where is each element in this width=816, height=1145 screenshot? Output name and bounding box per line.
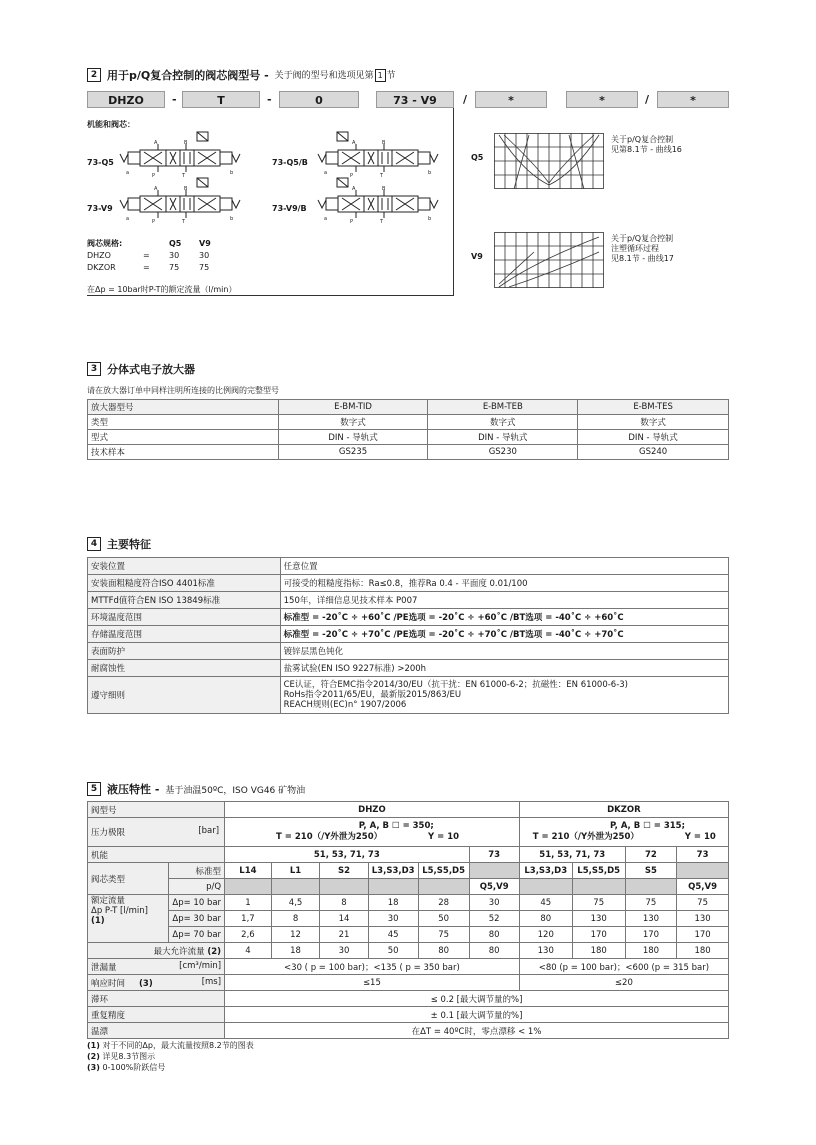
row-header: 放大器型号 <box>88 400 279 415</box>
table-cell: 170 <box>677 927 729 943</box>
table-cell: 73 <box>469 847 519 863</box>
table-cell: 18 <box>368 895 418 911</box>
svg-text:A: A <box>352 140 356 146</box>
table-cell <box>469 863 519 879</box>
table-row <box>88 575 729 592</box>
svg-text:T: T <box>182 173 186 178</box>
row-header: 安装面粗糙度符合ISO 4401标准 <box>88 575 281 592</box>
box-icon <box>196 177 210 189</box>
table-cell: 52 <box>469 911 519 927</box>
table-cell: 4,5 <box>271 895 319 911</box>
section-number: 4 <box>87 537 101 551</box>
row-header: 额定流量 Δp P-T [l/min] (1) <box>88 895 169 943</box>
row-header: 技术样本 <box>88 445 279 460</box>
table-row <box>88 802 729 818</box>
valve-symbol-73-v9 <box>118 186 243 224</box>
table-cell <box>368 879 418 895</box>
footnote: (2) 详见8.3节图示 <box>87 1052 156 1061</box>
table-cell: 51, 53, 71, 73 <box>225 847 470 863</box>
spool-size-row-dkzor: DKZOR = 75 75 <box>87 263 210 272</box>
section-subtitle: 关于阀的型号和选项见第 1 节 <box>274 71 396 81</box>
table-row <box>88 895 729 911</box>
table-cell: 130 <box>519 943 572 959</box>
table-cell: 14 <box>320 911 368 927</box>
code-separator: / <box>463 93 468 106</box>
table-row <box>88 445 729 460</box>
table-cell: L1 <box>271 863 319 879</box>
row-header: 阀芯类型 <box>88 863 169 895</box>
svg-text:b: b <box>428 216 432 222</box>
row-header: 温漂 <box>88 1023 225 1039</box>
section-heading: 分体式电子放大器 <box>107 363 195 376</box>
table-cell: 1,7 <box>225 911 272 927</box>
flow-note: 在Δp = 10bar时P-T的额定流量（l/min） <box>87 285 237 294</box>
svg-text:B: B <box>382 186 386 192</box>
svg-text:b: b <box>230 216 234 222</box>
section-heading: 液压特性 - <box>107 783 160 796</box>
row-subheader: Δp= 30 bar <box>169 911 225 927</box>
graph-v9-note: 关于p/Q复合控制 注塑循环过程 见8.1节 - 曲线17 <box>611 234 674 263</box>
table-row <box>88 975 729 991</box>
table-cell: ≤ 0.2 [最大调节量的%] <box>225 991 729 1007</box>
table-cell: 130 <box>677 911 729 927</box>
table-cell: GS235 <box>278 445 428 460</box>
table-cell: 75 <box>677 895 729 911</box>
row-header: 耐腐蚀性 <box>88 660 281 677</box>
table-cell: 4 <box>225 943 272 959</box>
table-cell <box>320 879 368 895</box>
row-header: 安装位置 <box>88 558 281 575</box>
row-subheader: 标准型 <box>169 863 225 879</box>
table-cell <box>572 879 625 895</box>
section-subtitle: 基于油温50ºC，ISO VG46 矿物油 <box>165 785 306 796</box>
spool-size-row-dhzo: DHZO = 30 30 <box>87 251 210 260</box>
box-icon <box>336 177 350 189</box>
code-separator: / <box>645 93 650 106</box>
table-cell: 150年，详细信息见技术样本 P007 <box>280 592 728 609</box>
table-cell: 80 <box>418 943 469 959</box>
table-row <box>88 818 729 847</box>
row-header: 阀型号 <box>88 802 225 818</box>
table-cell: 120 <box>519 927 572 943</box>
code-separator: - <box>172 93 177 106</box>
table-cell: 80 <box>519 911 572 927</box>
table-cell: S2 <box>320 863 368 879</box>
table-cell: 标准型 = -20˚C ÷ +70˚C /PE选项 = -20˚C ÷ +70˚C /BT选项 = -40˚C ÷ +70˚C <box>280 626 728 643</box>
table-cell <box>271 879 319 895</box>
table-cell: E-BM-TEB <box>428 400 578 415</box>
table-cell: 12 <box>271 927 319 943</box>
row-header: 滞环 <box>88 991 225 1007</box>
table-row <box>88 430 729 445</box>
code-box-zero: 0 <box>279 91 359 108</box>
table-cell: 可接受的粗糙度指标：Ra≤0.8，推荐Ra 0.4 - 平面度 0.01/100 <box>280 575 728 592</box>
code-box-spool: 73 - V9 <box>376 91 454 108</box>
code-separator: - <box>267 93 272 106</box>
table-cell: 30 <box>320 943 368 959</box>
table-row <box>88 415 729 430</box>
table-row <box>88 400 729 415</box>
table-cell: 8 <box>271 911 319 927</box>
table-cell: L3,S3,D3 <box>519 863 572 879</box>
row-header: 环境温度范围 <box>88 609 281 626</box>
table-cell: 标准型 = -20˚C ÷ +60˚C /PE选项 = -20˚C ÷ +60˚C /BT选项 = -40˚C ÷ +60˚C <box>280 609 728 626</box>
table-cell <box>519 879 572 895</box>
table-cell: L5,S5,D5 <box>572 863 625 879</box>
table-cell: 45 <box>368 927 418 943</box>
table-cell <box>677 863 729 879</box>
table-cell: 75 <box>572 895 625 911</box>
svg-text:P: P <box>152 173 156 178</box>
svg-text:A: A <box>154 186 158 192</box>
table-row <box>88 991 729 1007</box>
row-header: 表面防护 <box>88 643 281 660</box>
svg-text:T: T <box>182 219 186 224</box>
footnote: (3) 0-100%阶跃信号 <box>87 1063 166 1072</box>
section-4-title <box>87 536 151 552</box>
table-cell: 8 <box>320 895 368 911</box>
section-5-title <box>87 781 305 797</box>
table-cell: 180 <box>677 943 729 959</box>
section-number: 3 <box>87 362 101 376</box>
table-cell: DIN - 导轨式 <box>278 430 428 445</box>
table-cell: 170 <box>625 927 677 943</box>
table-cell: 45 <box>519 895 572 911</box>
table-cell: 130 <box>625 911 677 927</box>
section-number: 5 <box>87 782 101 796</box>
section-heading: 用于p/Q复合控制的阀芯阀型号 - <box>107 69 269 82</box>
svg-text:A: A <box>352 186 356 192</box>
table-cell: <30 ( p = 100 bar)；<135 ( p = 350 bar) <box>225 959 520 975</box>
table-cell: L3,S3,D3 <box>368 863 418 879</box>
table-cell: 30 <box>368 911 418 927</box>
table-cell: ≤20 <box>519 975 728 991</box>
table-row <box>88 643 729 660</box>
section-3-title <box>87 361 195 377</box>
table-row <box>88 879 729 895</box>
table-cell: E-BM-TES <box>578 400 729 415</box>
table-cell <box>625 879 677 895</box>
table-cell: 数字式 <box>278 415 428 430</box>
table-cell: 180 <box>625 943 677 959</box>
row-subheader: Δp= 70 bar <box>169 927 225 943</box>
graph-q5-note: 关于p/Q复合控制 见第8.1节 - 曲线16 <box>611 135 682 154</box>
table-cell: 75 <box>625 895 677 911</box>
table-row <box>88 927 729 943</box>
row-header: 最大允许流量 (2) <box>88 943 225 959</box>
svg-text:T: T <box>380 173 384 178</box>
row-header: 遵守细则 <box>88 677 281 714</box>
code-box-model: DHZO <box>87 91 165 108</box>
graph-v9-label: V9 <box>471 252 483 261</box>
hydraulic-table <box>87 801 729 1039</box>
table-row <box>88 1023 729 1039</box>
table-cell: 盐雾试验(EN ISO 9227标准) >200h <box>280 660 728 677</box>
table-cell: 75 <box>418 927 469 943</box>
table-cell: 任意位置 <box>280 558 728 575</box>
valve-symbol-73-v9b <box>316 186 441 224</box>
svg-text:b: b <box>230 170 234 176</box>
svg-text:P: P <box>152 219 156 224</box>
table-row <box>88 626 729 643</box>
row-header: 存储温度范围 <box>88 626 281 643</box>
svg-text:B: B <box>184 140 188 146</box>
table-cell: 1 <box>225 895 272 911</box>
section-2-title <box>87 67 396 83</box>
row-header: 型式 <box>88 430 279 445</box>
table-cell: 数字式 <box>578 415 729 430</box>
amplifier-table <box>87 399 729 460</box>
table-row <box>88 959 729 975</box>
amplifier-note: 请在放大器订单中同样注明所连接的比例阀的完整型号 <box>87 386 279 395</box>
spool-size-block: 阀芯规格: Q5 V9 DHZO = 30 30 DKZOR = 75 75 <box>87 238 227 274</box>
svg-text:A: A <box>154 140 158 146</box>
table-cell: P, A, B ☐ = 315; T = 210（/Y外泄为250） Y = 10 <box>519 818 728 847</box>
row-header: 重复精度 <box>88 1007 225 1023</box>
row-subheader: Δp= 10 bar <box>169 895 225 911</box>
table-cell: 80 <box>469 927 519 943</box>
table-cell: DHZO <box>225 802 520 818</box>
table-cell: 73 <box>677 847 729 863</box>
table-cell: 180 <box>572 943 625 959</box>
table-cell: 51, 53, 71, 73 <box>519 847 625 863</box>
spool-frame-top <box>87 108 454 109</box>
svg-text:T: T <box>380 219 384 224</box>
svg-text:a: a <box>324 170 328 176</box>
table-cell: 50 <box>418 911 469 927</box>
table-cell: 170 <box>572 927 625 943</box>
spool-label-73-v9: 73-V9 <box>87 204 113 213</box>
table-cell: Q5,V9 <box>469 879 519 895</box>
table-row <box>88 863 729 879</box>
code-box-t: T <box>182 91 260 108</box>
table-cell: 80 <box>469 943 519 959</box>
spool-label-73-q5b: 73-Q5/B <box>272 158 308 167</box>
table-cell: ± 0.1 [最大调节量的%] <box>225 1007 729 1023</box>
row-subheader: p/Q <box>169 879 225 895</box>
table-cell: DKZOR <box>519 802 728 818</box>
table-cell: GS240 <box>578 445 729 460</box>
table-cell <box>225 879 272 895</box>
table-row <box>88 943 729 959</box>
table-cell: L5,S5,D5 <box>418 863 469 879</box>
section-heading: 主要特征 <box>107 538 151 551</box>
row-header: 类型 <box>88 415 279 430</box>
table-cell: E-BM-TID <box>278 400 428 415</box>
footnote: (1) 对于不同的Δp，最大流量按照8.2节的图表 <box>87 1041 254 1050</box>
table-cell <box>418 879 469 895</box>
box-icon <box>196 131 210 143</box>
table-cell: 30 <box>469 895 519 911</box>
table-cell: 50 <box>368 943 418 959</box>
table-row <box>88 847 729 863</box>
table-cell: Q5,V9 <box>677 879 729 895</box>
svg-text:a: a <box>324 216 328 222</box>
code-box-option-1: * <box>475 91 547 108</box>
table-row <box>88 1007 729 1023</box>
graph-q5 <box>494 133 604 189</box>
table-cell: P, A, B ☐ = 350; T = 210（/Y外泄为250） Y = 10 <box>225 818 520 847</box>
table-cell: L14 <box>225 863 272 879</box>
table-cell: ≤15 <box>225 975 520 991</box>
code-box-option-2: * <box>566 91 638 108</box>
table-cell: 2,6 <box>225 927 272 943</box>
footnotes <box>87 1040 254 1073</box>
table-cell: 28 <box>418 895 469 911</box>
spool-label-73-v9b: 73-V9/B <box>272 204 307 213</box>
valve-symbol-73-q5b <box>316 140 441 178</box>
table-row <box>88 677 729 714</box>
table-cell: GS230 <box>428 445 578 460</box>
graph-q5-label: Q5 <box>471 153 484 162</box>
table-cell: DIN - 导轨式 <box>428 430 578 445</box>
table-cell: CE认证，符合EMC指令2014/30/EU（抗干扰：EN 61000-6-2；抗磁性：EN 61000-6-3) RoHs指令2011/65/EU，最新版2015/863/EU REACH规则(EC)n° 1907/2006 <box>280 677 728 714</box>
valve-symbol-73-q5 <box>118 140 243 178</box>
graph-v9 <box>494 232 604 288</box>
svg-text:P: P <box>350 219 354 224</box>
svg-text:b: b <box>428 170 432 176</box>
svg-text:B: B <box>184 186 188 192</box>
row-header: 压力极限 [bar] <box>88 818 225 847</box>
svg-text:P: P <box>350 173 354 178</box>
table-cell: DIN - 导轨式 <box>578 430 729 445</box>
table-cell: 在ΔT = 40ºC时，零点漂移 < 1% <box>225 1023 729 1039</box>
code-box-option-3: * <box>657 91 729 108</box>
table-cell: 130 <box>572 911 625 927</box>
table-cell: S5 <box>625 863 677 879</box>
svg-text:a: a <box>126 216 130 222</box>
table-row <box>88 558 729 575</box>
table-row <box>88 609 729 626</box>
table-row <box>88 660 729 677</box>
row-header: 机能 <box>88 847 225 863</box>
row-header: 泄漏量 [cm³/min] <box>88 959 225 975</box>
features-table <box>87 557 729 714</box>
spool-label-73-q5: 73-Q5 <box>87 158 114 167</box>
table-cell: 21 <box>320 927 368 943</box>
row-header: 响应时间 (3) [ms] <box>88 975 225 991</box>
function-label: 机能和阀芯： <box>87 120 135 129</box>
table-cell: 18 <box>271 943 319 959</box>
table-row <box>88 911 729 927</box>
table-cell: 镀锌层黑色钝化 <box>280 643 728 660</box>
table-cell: 72 <box>625 847 677 863</box>
svg-text:a: a <box>126 170 130 176</box>
svg-text:B: B <box>382 140 386 146</box>
table-cell: <80 (p = 100 bar)；<600 (p = 315 bar) <box>519 959 728 975</box>
table-cell: 数字式 <box>428 415 578 430</box>
section-number: 2 <box>87 68 101 82</box>
table-row <box>88 592 729 609</box>
box-icon <box>336 131 350 143</box>
row-header: MTTFd值符合EN ISO 13849标准 <box>88 592 281 609</box>
